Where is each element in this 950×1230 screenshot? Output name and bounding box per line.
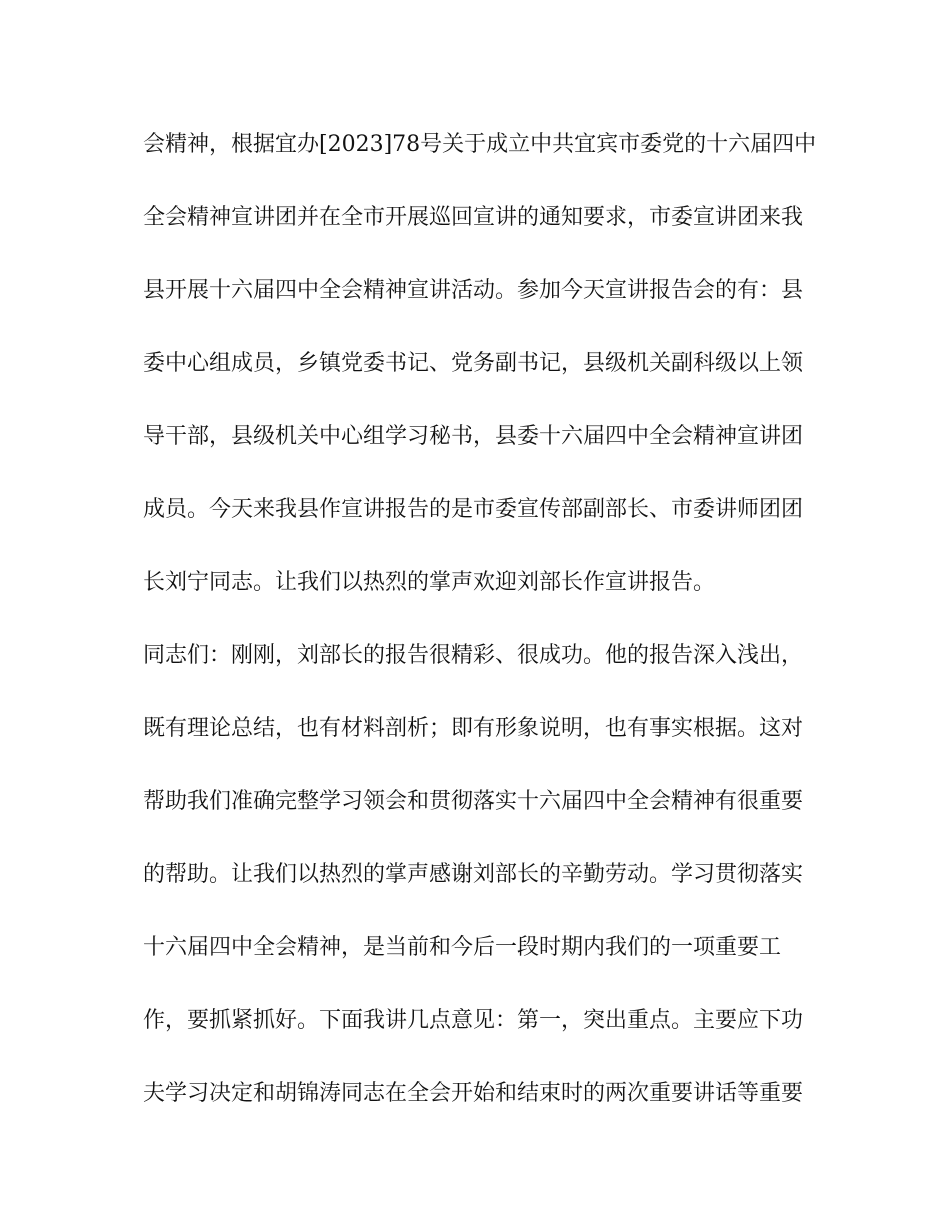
text-line: 县开展十六届四中全会精神宣讲活动。参加今天宣讲报告会的有：县 — [143, 278, 804, 303]
text-line: 会精神，根据宜办[2023]78号关于成立中共宜宾市委党的十六届四中 — [143, 132, 817, 157]
text-line: 长刘宁同志。让我们以热烈的掌声欢迎刘部长作宣讲报告。 — [143, 570, 716, 595]
document-body — [143, 121, 817, 1143]
text-line: 作，要抓紧抓好。下面我讲几点意见：第一，突出重点。主要应下功 — [143, 1008, 804, 1033]
text-line: 既有理论总结，也有材料剖析；即有形象说明，也有事实根据。这对 — [143, 716, 804, 741]
text-line: 十六届四中全会精神，是当前和今后一段时期内我们的一项重要工 — [143, 935, 782, 960]
text-line: 导干部，县级机关中心组学习秘书，县委十六届四中全会精神宣讲团 — [143, 424, 804, 449]
text-line: 同志们：刚刚，刘部长的报告很精彩、很成功。他的报告深入浅出， — [143, 643, 804, 668]
text-line: 全会精神宣讲团并在全市开展巡回宣讲的通知要求，市委宣讲团来我 — [143, 205, 804, 230]
text-line: 的帮助。让我们以热烈的掌声感谢刘部长的辛勤劳动。学习贯彻落实 — [143, 862, 804, 887]
text-line: 成员。今天来我县作宣讲报告的是市委宣传部副部长、市委讲师团团 — [143, 497, 804, 522]
text-line: 夫学习决定和胡锦涛同志在全会开始和结束时的两次重要讲话等重要 — [143, 1081, 804, 1106]
text-line: 委中心组成员，乡镇党委书记、党务副书记，县级机关副科级以上领 — [143, 351, 804, 376]
text-line: 帮助我们准确完整学习领会和贯彻落实十六届四中全会精神有很重要 — [143, 789, 804, 814]
